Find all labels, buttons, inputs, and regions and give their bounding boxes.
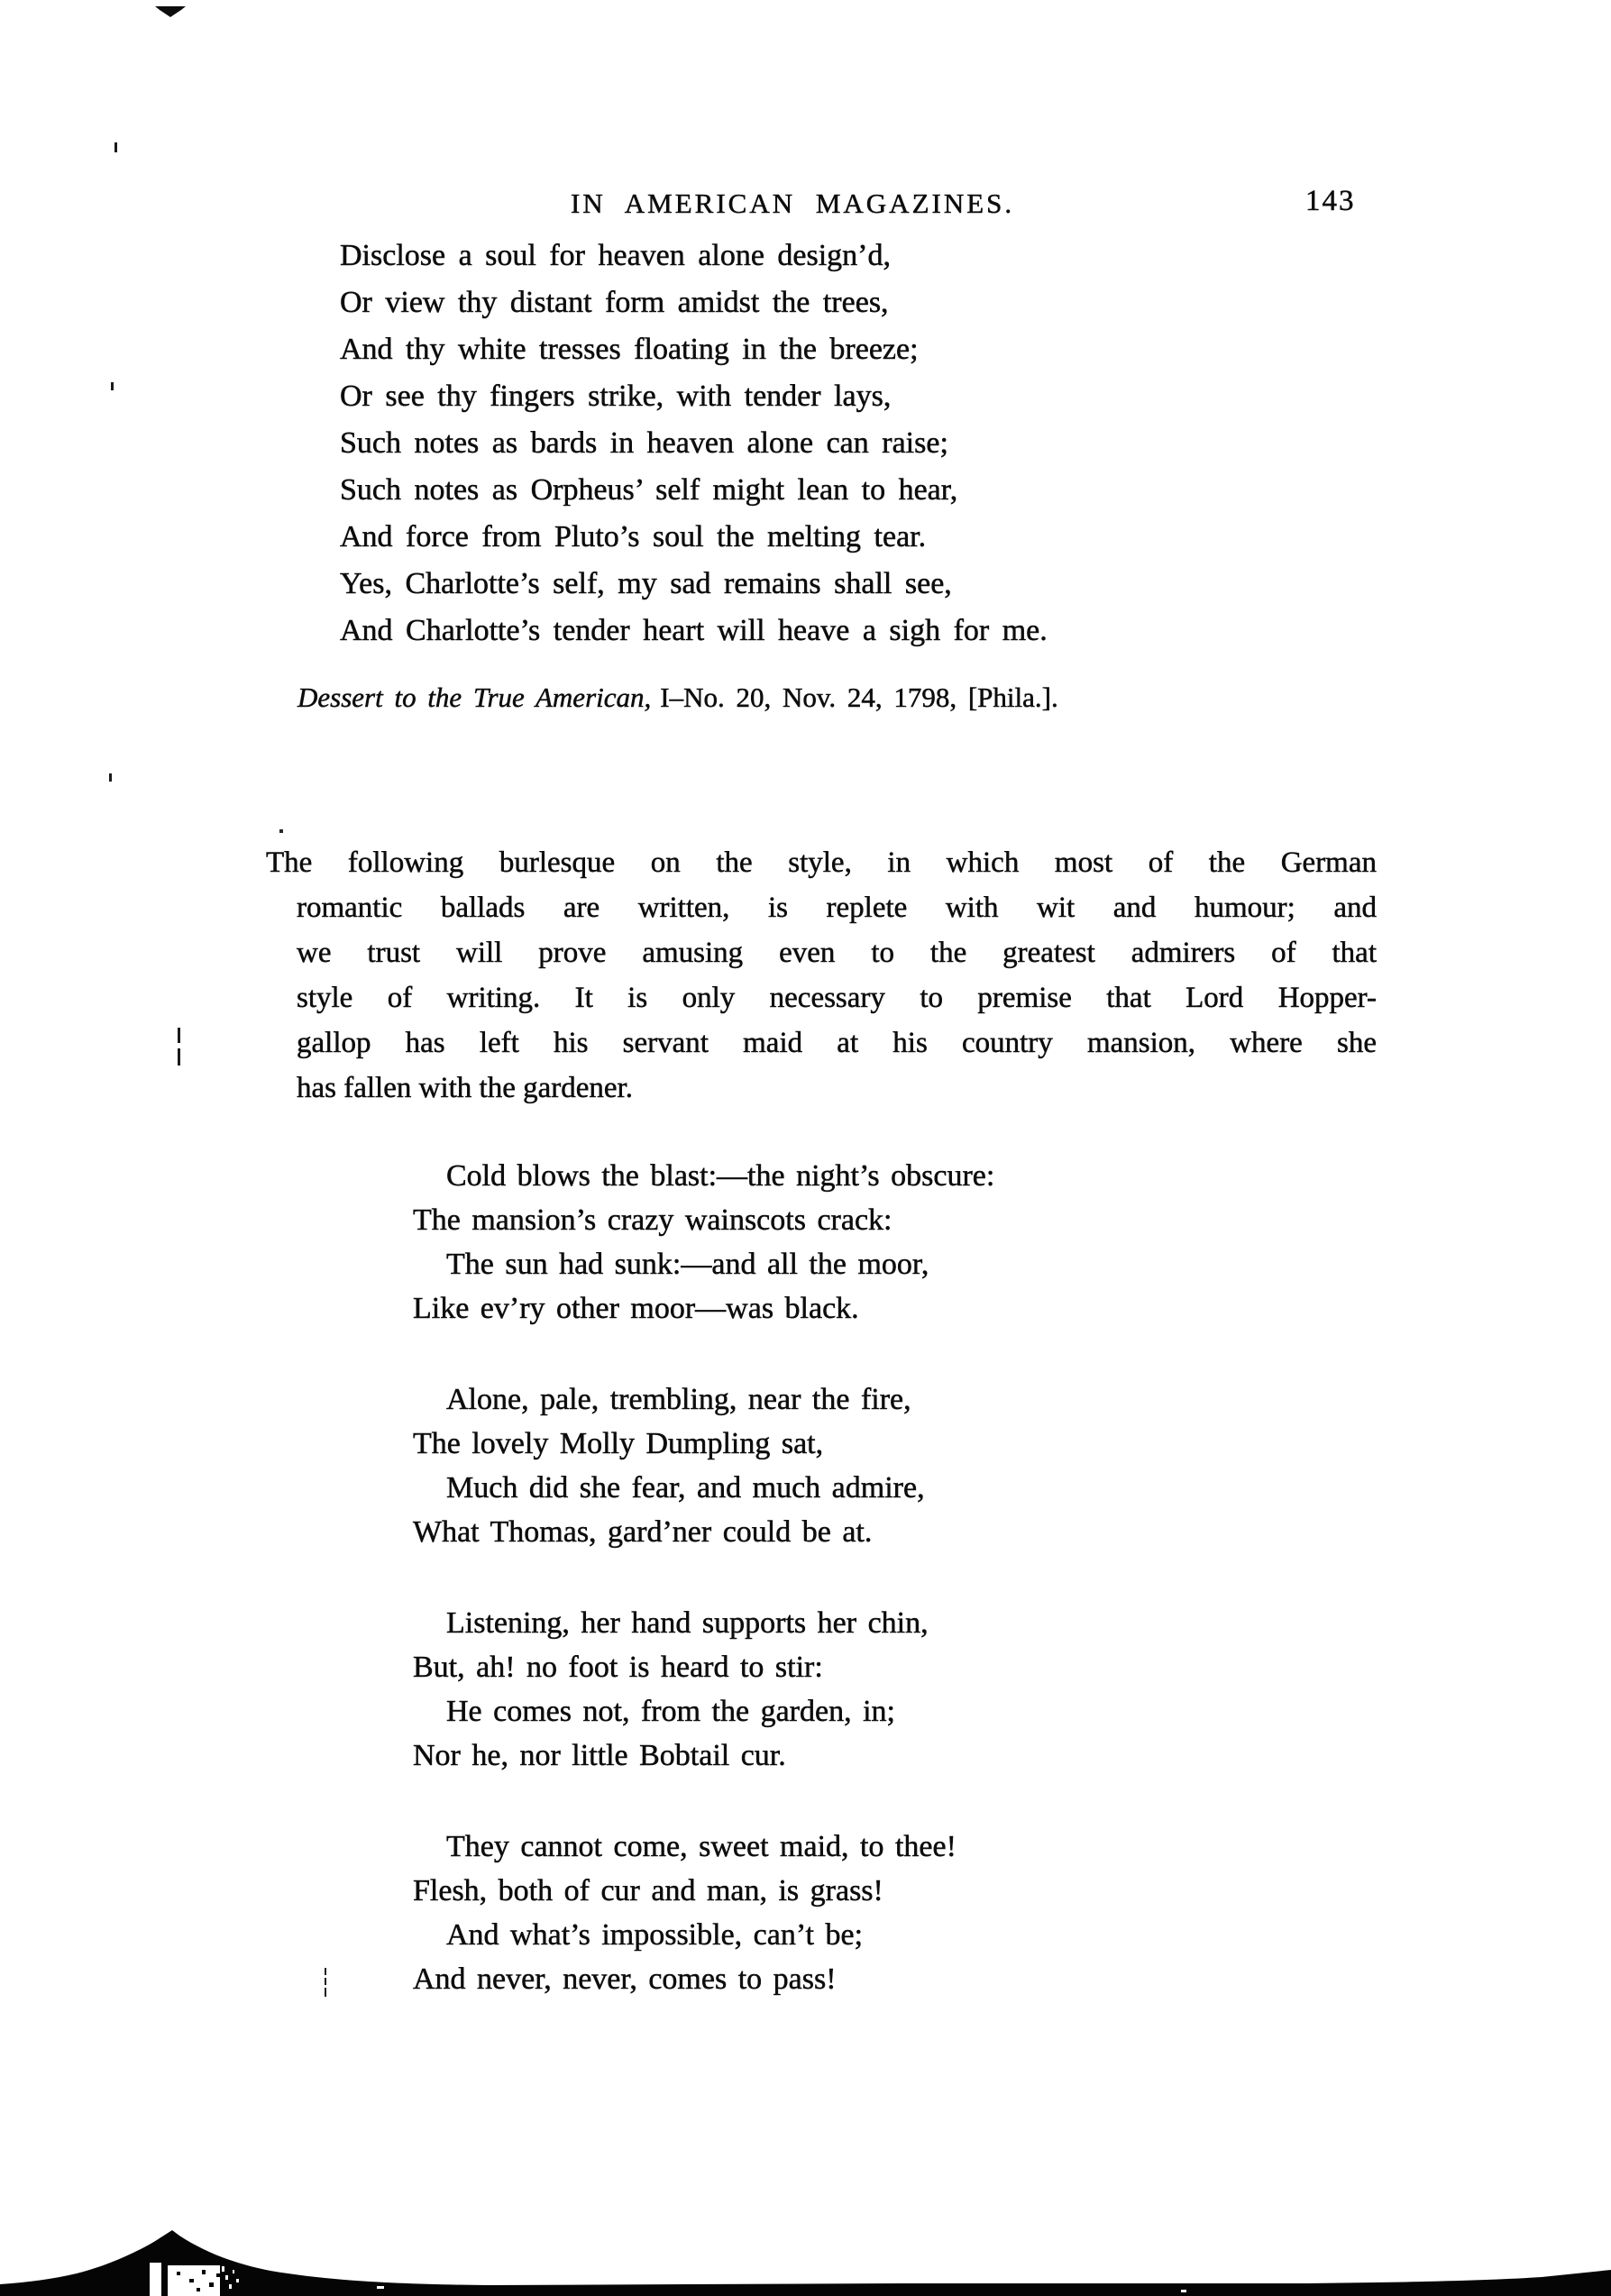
ballad-line: He comes not, from the garden, in; — [446, 1695, 895, 1728]
ballad-line: Cold blows the blast:—the night’s obscure: — [446, 1159, 995, 1193]
scan-speck — [279, 829, 283, 833]
scan-tick-mark — [114, 142, 117, 152]
editorial-paragraph — [266, 840, 1377, 1111]
poem-line: And force from Pluto’s soul the melting tear. — [340, 520, 927, 553]
ballad-line: The lovely Molly Dumpling sat, — [413, 1427, 824, 1460]
ballad-stanza — [413, 1601, 994, 1778]
running-header: IN AMERICAN MAGAZINES. — [571, 188, 1015, 219]
paragraph-line: has fallen with the gardener. — [297, 1072, 633, 1104]
citation-line — [297, 681, 1058, 714]
scan-pipe-mark — [178, 1048, 180, 1066]
paragraph-line: romantic ballads are written, is replete with wit and humour; and — [297, 892, 1377, 924]
ballad-poem — [413, 1154, 994, 2048]
poem-line: Such notes as Orpheus’ self might lean to hear, — [340, 473, 958, 507]
scan-pipe-mark — [178, 1028, 180, 1043]
paragraph-line: The following burlesque on the style, in which most of the German — [266, 846, 1377, 879]
citation-source-detail: I–No. 20, Nov. 24, 1798, [Phila.]. — [660, 681, 1058, 713]
ballad-stanza — [413, 1825, 994, 2001]
ballad-line: Alone, pale, trembling, near the fire, — [446, 1383, 911, 1416]
poem-line: Such notes as bards in heaven alone can raise; — [340, 426, 948, 460]
poem-excerpt — [340, 233, 1048, 654]
ballad-stanza — [413, 1154, 994, 1331]
ballad-line: But, ah! no foot is heard to stir: — [413, 1651, 823, 1684]
ballad-stanza — [413, 1377, 994, 1554]
paragraph-line: gallop has left his servant maid at his country mansion, where she — [297, 1027, 1377, 1059]
poem-line: Or see thy fingers strike, with tender lays, — [340, 380, 892, 413]
ballad-line: Nor he, nor little Bobtail cur. — [413, 1739, 786, 1772]
paragraph-line: we trust will prove amusing even to the greatest admirers of that — [297, 937, 1377, 969]
ballad-line: Much did she fear, and much admire, — [446, 1471, 925, 1505]
scan-dash-mark — [325, 1968, 326, 1975]
paragraph-line: style of writing. It is only necessary to premise that Lord Hopper- — [297, 982, 1377, 1014]
poem-line: Yes, Charlotte’s self, my sad remains shall see, — [340, 567, 952, 600]
ballad-line: Flesh, both of cur and man, is grass! — [413, 1874, 883, 1907]
scan-dash-mark — [325, 1978, 326, 1985]
ballad-line: The mansion’s crazy wainscots crack: — [413, 1203, 892, 1237]
scan-dash-mark — [325, 1988, 326, 1997]
citation-source-title: Dessert to the True American, — [297, 681, 652, 713]
ballad-line: The sun had sunk:—and all the moor, — [446, 1248, 929, 1281]
ballad-line: Like ev’ry other moor—was black. — [413, 1292, 859, 1325]
scan-tick-mark — [109, 773, 112, 782]
poem-line: And Charlotte’s tender heart will heave a sigh for me. — [340, 614, 1048, 647]
ballad-line: And what’s impossible, can’t be; — [446, 1918, 864, 1952]
scan-tick-mark — [111, 382, 114, 390]
ballad-line: And never, never, comes to pass! — [413, 1962, 837, 1996]
poem-line: Disclose a soul for heaven alone design’d, — [340, 239, 891, 272]
ballad-line: They cannot come, sweet maid, to thee! — [446, 1830, 957, 1863]
scan-artifact-bottom — [0, 2227, 1611, 2296]
poem-line: Or view thy distant form amidst the trees, — [340, 286, 889, 319]
poem-line: And thy white tresses floating in the breeze; — [340, 333, 919, 366]
page-number: 143 — [1305, 185, 1356, 217]
ballad-line: Listening, her hand supports her chin, — [446, 1606, 929, 1640]
ballad-line: What Thomas, gard’ner could be at. — [413, 1515, 873, 1549]
scan-arrowhead-mark — [155, 5, 186, 18]
